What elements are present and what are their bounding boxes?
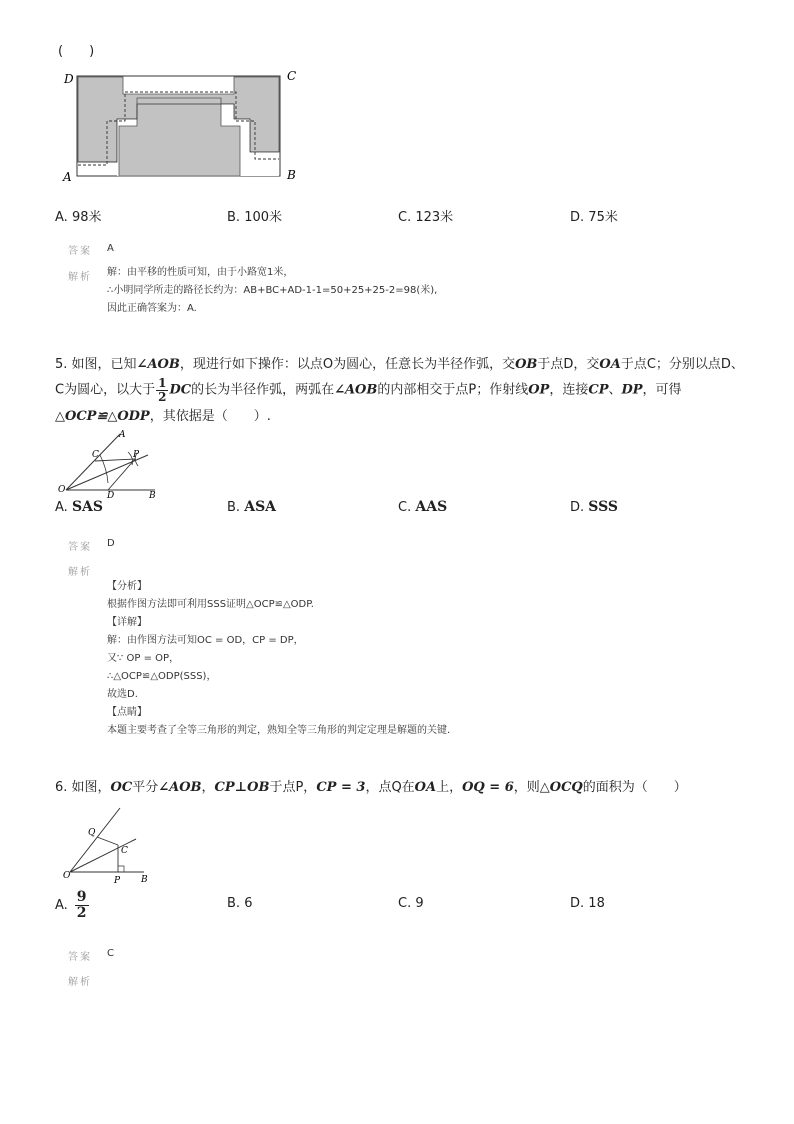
option-letter: D.	[570, 500, 585, 515]
q6-bisector-figure	[58, 800, 158, 885]
analysis-line: 【分析】	[107, 581, 147, 592]
option-text: 123米	[415, 210, 454, 225]
q4-option-d[interactable]	[570, 206, 618, 225]
analysis-line: 解：由作图方法可知OC = OD，CP = DP，	[107, 635, 304, 646]
option-text: SAS	[71, 499, 104, 515]
option-letter: C.	[398, 210, 412, 225]
option-text: ASA	[244, 499, 277, 515]
fraction-half: $\frac{1}{2}$	[158, 376, 167, 404]
option-letter: C.	[398, 500, 412, 515]
q6-label-B: B	[141, 875, 148, 885]
q5-label-B: B	[149, 491, 156, 498]
option-text: 6	[244, 896, 253, 911]
option-text: 18	[588, 896, 605, 911]
q5-answer-value: D	[107, 538, 115, 549]
q4-answer-value: A	[107, 243, 114, 254]
q5-line-2: C为圆心，以大于 $\frac{1}{2}$ DC的长为半径作弧，两弧在∠AOB的内部相交于点P；作射线OP，连接CP、DP，可得	[55, 376, 682, 404]
q5-label-O: O	[58, 485, 66, 495]
q6-option-d[interactable]	[570, 896, 605, 911]
analysis-line: 本题主要考查了全等三角形的判定，熟知全等三角形的判定定理是解题的关键.	[107, 725, 451, 736]
q5-question-text	[55, 352, 775, 429]
q4-analysis-body	[107, 264, 437, 318]
q5-label-A: A	[119, 430, 126, 440]
q6-answer-value: C	[107, 948, 114, 959]
option-text: 100米	[244, 210, 283, 225]
analysis-line: 解：由平移的性质可知，由于小路宽1米，	[107, 267, 294, 278]
q5-option-b[interactable]	[227, 499, 276, 515]
option-text: 75米	[588, 210, 618, 225]
q5-option-c[interactable]	[398, 499, 447, 515]
option-letter: A.	[55, 897, 68, 913]
option-letter: B.	[227, 500, 241, 515]
q6-question-text: 6. 如图，OC平分∠AOB，CP⊥OB于点P，CP = 3，点Q在OA上，OQ = 6，则△OCQ的面积为（ ）	[55, 780, 687, 795]
q4-analysis-label: 解析	[68, 272, 92, 283]
option-letter: D.	[570, 210, 585, 225]
option-letter: A.	[55, 210, 68, 225]
q6-answer-label: 答案	[68, 952, 92, 963]
option-letter: A.	[55, 500, 68, 515]
q6-option-c[interactable]	[398, 896, 424, 911]
q4-option-c[interactable]	[398, 206, 453, 225]
q4-option-b[interactable]	[227, 206, 282, 225]
q4-answer-label: 答案	[68, 246, 92, 257]
option-text: SSS	[588, 499, 619, 515]
q5-line-1: 5. 如图，已知∠AOB，现进行如下操作：以点O为圆心，任意长为半径作弧，交OB于点D，交OA于点C；分别以点D、	[55, 357, 744, 372]
option-fraction: $\frac{9}{2}$	[76, 889, 87, 921]
q4-label-B: B	[287, 168, 296, 182]
analysis-line: 【点睛】	[107, 707, 147, 718]
q5-analysis-label: 解析	[68, 567, 92, 578]
q4-label-C: C	[287, 69, 297, 83]
q6-analysis-label: 解析	[68, 977, 92, 988]
q4-label-A: A	[63, 170, 72, 184]
option-text: 98米	[71, 210, 102, 225]
analysis-line: ∴△OCP≌△ODP(SSS)，	[107, 671, 217, 682]
q5-analysis-body	[107, 578, 450, 740]
q6-label-Q: Q	[88, 828, 96, 838]
q5-label-P: P	[133, 450, 140, 460]
q5-angle-figure	[58, 428, 168, 498]
option-text: AAS	[415, 499, 448, 515]
q5-answer-label: 答案	[68, 542, 92, 553]
option-text: 9	[415, 896, 424, 911]
analysis-line: 故选D.	[107, 689, 138, 700]
option-letter: B.	[227, 896, 241, 911]
q4-option-a[interactable]	[55, 206, 101, 225]
q5-option-a[interactable]	[55, 499, 103, 515]
q5-option-d[interactable]	[570, 499, 618, 515]
q6-label-C: C	[121, 846, 128, 856]
q6-label-O: O	[63, 871, 71, 881]
analysis-line: 又∵ OP = OP，	[107, 653, 180, 664]
analysis-line: 因此正确答案为：A.	[107, 303, 197, 314]
question-blank-paren: ( )	[58, 44, 95, 59]
q4-label-D: D	[64, 72, 74, 86]
q4-path-figure	[58, 66, 308, 186]
q5-label-D: D	[107, 491, 115, 498]
option-letter: D.	[570, 896, 585, 911]
analysis-line: 【详解】	[107, 617, 147, 628]
q6-option-a[interactable]	[55, 890, 90, 920]
q5-line-3: △OCP≌△ODP，其依据是（ ）.	[55, 408, 271, 424]
q6-label-P: P	[114, 876, 121, 885]
q5-label-C: C	[92, 450, 99, 460]
analysis-line: 根据作图方法即可利用SSS证明△OCP≌△ODP.	[107, 599, 314, 610]
analysis-line: ∴小明同学所走的路径长约为：AB+BC+AD-1-1=50+25+25-2=98(米),	[107, 285, 438, 296]
q6-option-b[interactable]	[227, 896, 252, 911]
option-letter: C.	[398, 896, 412, 911]
option-letter: B.	[227, 210, 241, 225]
